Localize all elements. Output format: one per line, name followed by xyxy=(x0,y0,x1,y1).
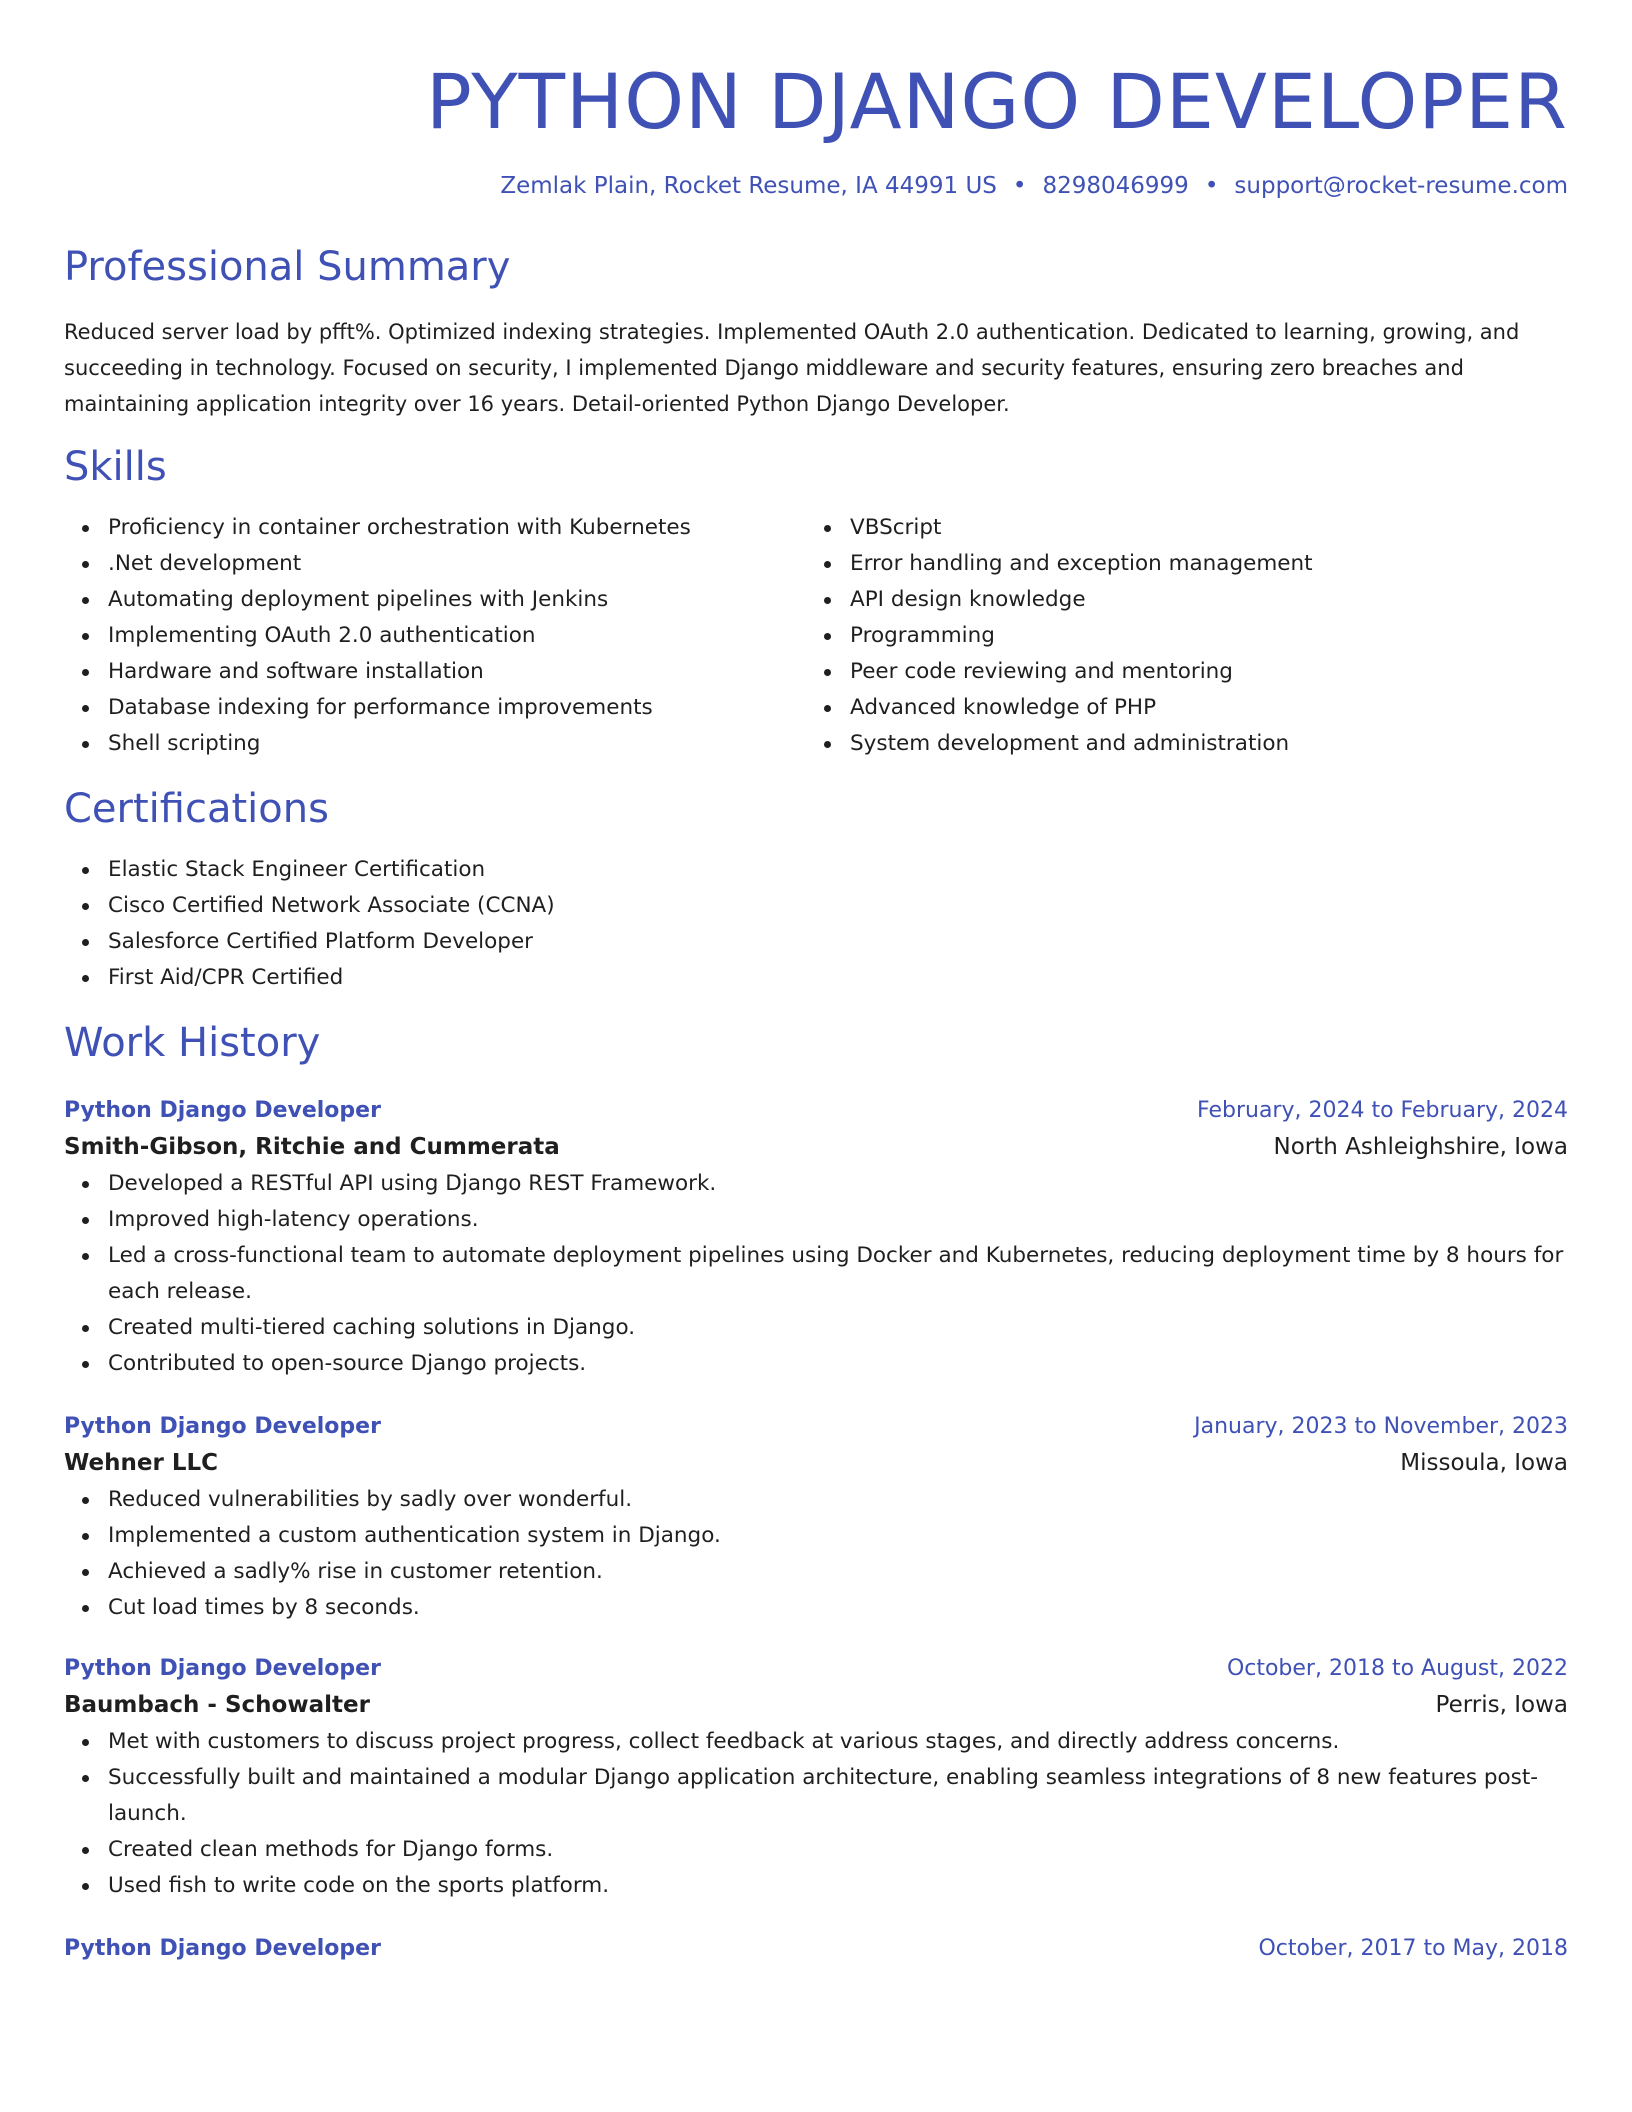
skills-column-right xyxy=(806,510,1548,762)
skill-item: Database indexing for performance improvements xyxy=(108,690,806,726)
page-title: PYTHON DJANGO DEVELOPER xyxy=(426,57,1568,146)
job-header xyxy=(64,1652,1568,1686)
job-location: Missoula, Iowa xyxy=(1400,1450,1568,1476)
skill-item: Advanced knowledge of PHP xyxy=(850,690,1548,726)
skill-item: Error handling and exception management xyxy=(850,546,1548,582)
skill-item: Proficiency in container orchestration with Kubernetes xyxy=(108,510,806,546)
address-text: Zemlak Plain, Rocket Resume, IA 44991 US xyxy=(500,173,997,199)
job-title: Python Django Developer xyxy=(64,1656,381,1681)
skill-item: Hardware and software installation xyxy=(108,654,806,690)
skill-item: Automating deployment pipelines with Jenkins xyxy=(108,582,806,618)
job-dates: January, 2023 to November, 2023 xyxy=(1194,1414,1568,1439)
certification-item: Elastic Stack Engineer Certification xyxy=(108,852,1568,888)
section-heading: Skills xyxy=(64,444,167,490)
job-title: Python Django Developer xyxy=(64,1414,381,1439)
job-dates: October, 2017 to May, 2018 xyxy=(1258,1936,1568,1961)
contact-separator: • xyxy=(1204,173,1219,199)
job-location: Perris, Iowa xyxy=(1435,1692,1568,1718)
skill-item: Implementing OAuth 2.0 authentication xyxy=(108,618,806,654)
job-bullet: Successfully built and maintained a modular Django application architecture, enabling seamless integrations of 8 new features post-launch. xyxy=(108,1760,1568,1832)
job-bullet: Achieved a sadly% rise in customer retention. xyxy=(108,1554,1568,1590)
job-header xyxy=(64,1094,1568,1128)
job-bullets xyxy=(64,1166,1568,1382)
skills-list xyxy=(806,510,1548,762)
job-subheader xyxy=(64,1128,1568,1166)
resume-page xyxy=(64,0,1568,1966)
job-bullet: Led a cross-functional team to automate deployment pipelines using Docker and Kubernetes, reducing deployment time by 8 hours for each release. xyxy=(108,1238,1568,1310)
skills-list xyxy=(64,510,806,762)
skill-item: Programming xyxy=(850,618,1548,654)
job-company: Wehner LLC xyxy=(64,1450,219,1476)
job-entry xyxy=(64,1932,1568,1966)
job-company: Baumbach - Schowalter xyxy=(64,1692,370,1718)
job-entry xyxy=(64,1094,1568,1382)
email-text: support@rocket-resume.com xyxy=(1234,173,1568,199)
skills-column-left xyxy=(64,510,806,762)
job-bullet: Reduced vulnerabilities by sadly over wonderful. xyxy=(108,1482,1568,1518)
job-subheader xyxy=(64,1444,1568,1482)
summary-section xyxy=(64,242,1568,422)
job-bullet: Used fish to write code on the sports platform. xyxy=(108,1868,1568,1904)
certification-item: Salesforce Certified Platform Developer xyxy=(108,924,1568,960)
skill-item: VBScript xyxy=(850,510,1548,546)
job-bullet: Implemented a custom authentication system in Django. xyxy=(108,1518,1568,1554)
certifications-section xyxy=(64,784,1568,996)
skill-item: Peer code reviewing and mentoring xyxy=(850,654,1548,690)
section-heading: Work History xyxy=(64,1020,321,1066)
contact-separator: • xyxy=(1012,173,1027,199)
section-heading: Certifications xyxy=(64,786,329,832)
job-subheader xyxy=(64,1686,1568,1724)
phone-text: 8298046999 xyxy=(1042,173,1189,199)
job-company: Smith-Gibson, Ritchie and Cummerata xyxy=(64,1134,560,1160)
section-heading: Professional Summary xyxy=(64,244,511,290)
jobs-list xyxy=(64,1094,1568,1966)
skill-item: .Net development xyxy=(108,546,806,582)
job-bullets xyxy=(64,1724,1568,1904)
skill-item: API design knowledge xyxy=(850,582,1548,618)
skill-item: Shell scripting xyxy=(108,726,806,762)
job-location: North Ashleighshire, Iowa xyxy=(1273,1134,1568,1160)
job-dates: February, 2024 to February, 2024 xyxy=(1197,1098,1568,1123)
summary-paragraph: Reduced server load by pfft%. Optimized indexing strategies. Implemented OAuth 2.0 authentication. Dedicated to learning, growing, and succeeding in technology. Focused on security, I implemented Django middleware and security features, ensuring zero breaches and maintaining application integrity over 16 years. Detail-oriented Python Django Developer. xyxy=(64,320,1520,416)
job-bullet: Created multi-tiered caching solutions in Django. xyxy=(108,1310,1568,1346)
skills-grid xyxy=(64,510,1568,762)
certification-item: Cisco Certified Network Associate (CCNA) xyxy=(108,888,1568,924)
job-bullet: Developed a RESTful API using Django REST Framework. xyxy=(108,1166,1568,1202)
job-title: Python Django Developer xyxy=(64,1098,381,1123)
job-dates: October, 2018 to August, 2022 xyxy=(1226,1656,1568,1681)
job-bullet: Met with customers to discuss project progress, collect feedback at various stages, and directly address concerns. xyxy=(108,1724,1568,1760)
certification-item: First Aid/CPR Certified xyxy=(108,960,1568,996)
job-bullets xyxy=(64,1482,1568,1626)
job-entry xyxy=(64,1652,1568,1904)
job-title: Python Django Developer xyxy=(64,1936,381,1961)
job-bullet: Contributed to open-source Django projects. xyxy=(108,1346,1568,1382)
job-header xyxy=(64,1932,1568,1966)
job-entry xyxy=(64,1410,1568,1626)
contact-line xyxy=(64,170,1568,202)
certifications-list xyxy=(64,852,1568,996)
skills-section xyxy=(64,442,1568,762)
job-header xyxy=(64,1410,1568,1444)
job-bullet: Created clean methods for Django forms. xyxy=(108,1832,1568,1868)
skill-item: System development and administration xyxy=(850,726,1548,762)
job-bullet: Cut load times by 8 seconds. xyxy=(108,1590,1568,1626)
job-bullet: Improved high-latency operations. xyxy=(108,1202,1568,1238)
work-history-section xyxy=(64,1018,1568,1966)
